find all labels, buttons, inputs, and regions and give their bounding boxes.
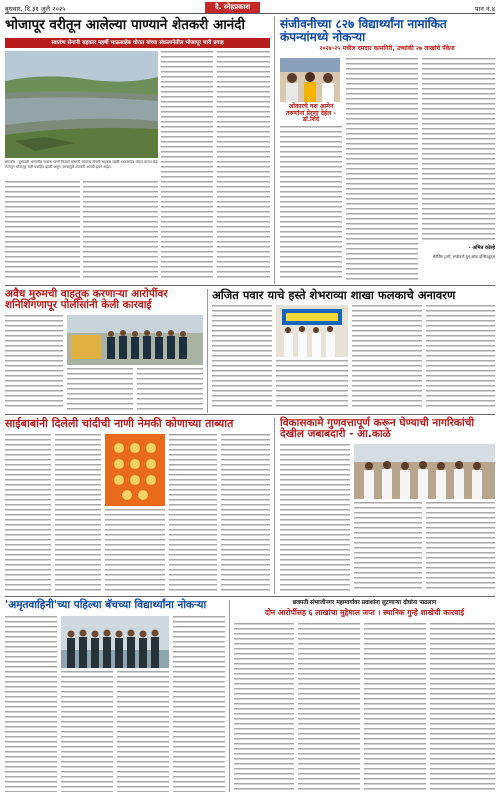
story8-column-1 <box>234 623 294 792</box>
story5-headline: साईबाबांनी दिलेली चांदीची नाणी नेमकी कोणाच्या ताब्यात <box>5 417 234 430</box>
story5-column-2 <box>55 434 101 592</box>
story8-column-3 <box>364 623 426 792</box>
story7-column-4 <box>173 616 225 792</box>
story3-column-2 <box>67 368 133 410</box>
story3-column-3 <box>137 368 203 410</box>
story1-column-1a <box>5 181 80 281</box>
story3-column-1 <box>5 315 63 410</box>
inauguration-photo <box>276 305 348 357</box>
story2-signoff-role: मॅनेजिंग ट्रस्टी, संजीवनी ग्रुप ऑफ इन्स्टिट्युट्स <box>432 254 495 259</box>
story6-column-1 <box>280 444 350 592</box>
story7-headline: 'अमृतवाहिनी'च्या पहिल्या बॅचच्या विद्यार्थ्यांना नोकऱ्या <box>5 599 207 611</box>
event-photo <box>354 444 495 499</box>
story3-headline: अवैध मुरुमची वाहतूक करणाऱ्या आरोपींवर शनिशिंगणापूर पोलीसांनी केली कारवाई <box>5 288 168 312</box>
story4-column-2 <box>276 360 348 410</box>
story2-signoff-name: - अमित कोल्हे <box>468 245 495 251</box>
story4-column-4 <box>426 305 495 410</box>
story5-column-5 <box>221 434 270 592</box>
story1-headline: भोजापूर वरीतून आलेल्या पाण्याने शेतकरी आनंदी <box>5 17 245 33</box>
story6-column-2 <box>354 502 422 592</box>
students-photo <box>61 616 169 668</box>
page-number: पान नं.४ <box>474 5 495 13</box>
story4-column-3 <box>352 305 422 410</box>
story8-headline: दोन आरोपींसह ६ लाखांचा मुद्देमाल जप्त । स्थानिक गुन्हे शाखेची कारवाई <box>264 608 465 617</box>
story1-subhead: स्वातंत्र्य सेनानी सहकार महर्षी भाऊसाहेब थोरात यांच्या संकल्पनेतील भोजापूर चारी प्रवाह <box>5 38 270 48</box>
story2-side-column <box>280 126 342 281</box>
silver-coins-photo <box>105 434 165 506</box>
story2-side-headline: ओंकारचे यश आमेन तरुणांना प्रेरणा देईल - डॉ.शिंदे <box>285 103 337 123</box>
newspaper-name: दै. स्नेहप्रकाश <box>205 2 260 13</box>
story7-column-2 <box>61 671 113 792</box>
felicitation-photo <box>280 58 340 102</box>
story4-headline: अजित पवार याचे हस्ते शेभराव्या शाखा फलकाचे अनावरण <box>212 288 456 302</box>
story2-headline: संजीवनीच्या ८२७ विद्यार्थ्यांना नामांकित कंपन्यांमध्ये नोकऱ्या <box>280 17 447 44</box>
story1-column-1b <box>83 181 158 281</box>
story5-column-4 <box>169 434 217 592</box>
story8-kicker: छत्रपती संभाजीनगर महामार्गावर प्रवाशांना लुटणाऱ्या दोघांना पाठलाग <box>292 600 437 606</box>
story2-subhead: २०२४-२५ मधील दमदार कामगिरी, उच्चांकी २७ लाखांचे पॅकेज <box>319 45 455 52</box>
story6-headline: विकासकामे गुणवत्तापूर्ण करून घेण्याची नागरिकांची देखील जबाबदारी - आ.काळे <box>280 417 475 441</box>
story2-column-1 <box>346 58 418 281</box>
story1-lead: संगमनेर - दुष्काळी भागातील गावांना पाणी मिळावे यासाठी स्वातंत्र्य सेनानी सहकार महर्षी भाऊसाहेब थोरात यांच्या संकल्पनेतून भोजापूर चारी प्रवाहित झाली असून पाण्यामुळे शेतकरी आनंदी झाले आहेत. <box>5 160 158 170</box>
story5-column-1 <box>5 434 51 592</box>
police-team-photo <box>67 315 203 365</box>
story5-column-3 <box>105 509 165 592</box>
river-photo <box>5 51 158 158</box>
story8-column-2 <box>298 623 360 792</box>
issue-date: बुधवार, दि.३१ जुलै २०२५ <box>5 5 66 13</box>
story7-column-1 <box>5 616 57 792</box>
story4-column-1 <box>212 305 272 410</box>
story2-column-2 <box>422 58 495 243</box>
story1-column-3 <box>217 51 270 281</box>
story6-column-3 <box>426 502 495 592</box>
story8-column-4 <box>430 623 495 792</box>
story1-column-2 <box>161 51 213 281</box>
masthead <box>5 2 495 14</box>
story7-column-3 <box>117 671 169 792</box>
